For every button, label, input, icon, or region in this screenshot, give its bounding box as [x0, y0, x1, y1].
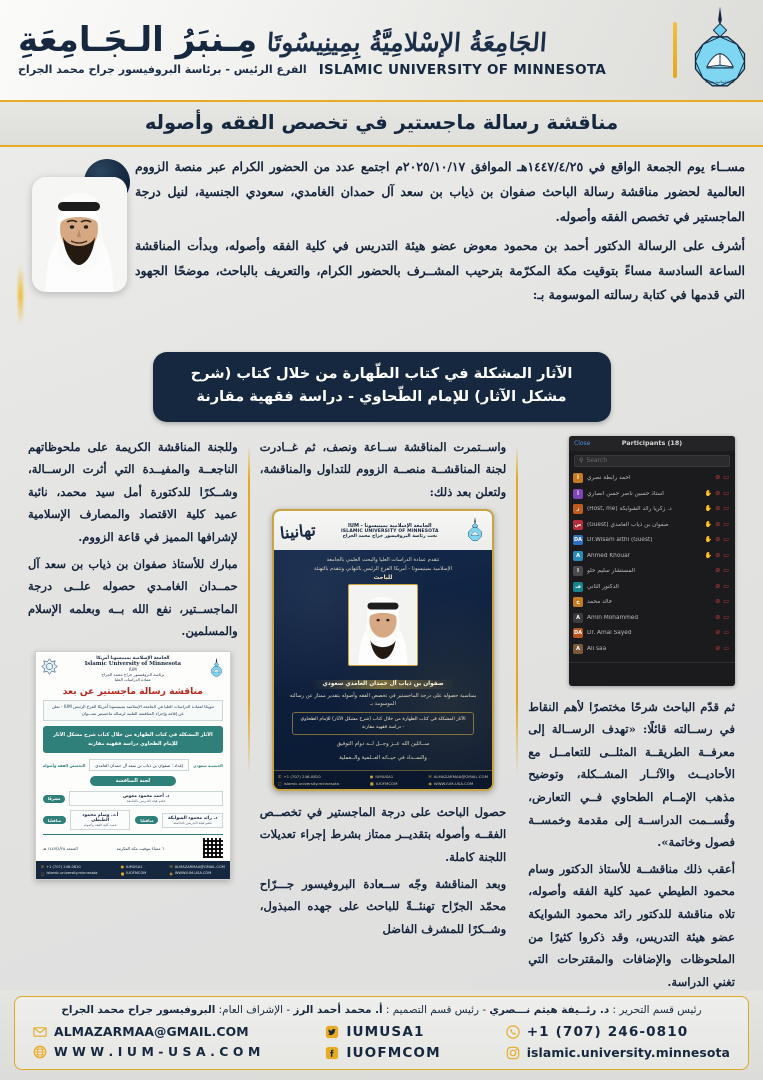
footer-contact-col-phone [506, 1024, 730, 1060]
participant-icons [715, 599, 731, 605]
congrats-line-2: الإسلامية بمينيسوتا - أمريكا الفرع الرئيس بالتهاني وتتقدم بالتهنئة [313, 565, 453, 572]
flyer-contact-1: islamic.university.minnesota [46, 871, 98, 876]
flyer-intro-box: تتويجًا لعمادة الدراسات العليا في الجامعة الإسلامية بمينيسوتا أمريكا الفرع الرئيس IUM - تعلن عن إقامة وإجراء المناقشة العلنية لرسالة ماجستير بعنـــوان [43, 700, 223, 721]
flyer-student-name: إعداد : صفوان بن ذياب بن سعد آل حمدان الغامدي [89, 759, 189, 771]
footer-email: ALMAZARMAA@GMAIL.COM [54, 1024, 249, 1039]
participant-name: المستشار سليم حلو [587, 568, 635, 575]
credits-mid2: - الإشراف العام: [215, 1004, 294, 1017]
participant-icons [705, 491, 731, 497]
flyer-president: برئاسة البروفيسور جراح محمد الجراح [101, 671, 165, 677]
camera-off-icon: ▭ [723, 644, 729, 652]
whatsapp-icon [506, 1025, 520, 1039]
facebook-icon: ■ [120, 870, 125, 876]
congrats-univ-ar: الجامعة الإسلامية بمينيسوتا - IUM [348, 523, 432, 530]
right-paragraph-1: ثم قدّم الباحث شرحًا مختصرًا لأهم النقاط في رســالته قائلًا: «تهدف الرســالة إلى معرفــة الطريقــة المثلــى للتعامــل مع الأحاديــث والآثــار المشــكلة، وتوضيح مذهب الإمــام الطحاوي فــي التعارض، وقُســمت الدراســة إلى مقدمة وخمســة فصول وخاتمة». [528, 699, 735, 850]
globe-icon: ◉ [169, 870, 173, 876]
email-icon: ✉ [169, 864, 173, 870]
column-left [18, 436, 248, 991]
camera-off-icon: ▭ [723, 551, 729, 559]
page-title-bar [0, 102, 763, 145]
footer-facebook: IUOFMCOM [346, 1045, 441, 1061]
congrats-researcher-name: صفوان بن ذياب آل حمدان الغامدي سعودي [312, 680, 453, 689]
brand-title: مِـنبَرُ الـجَـامِعَةِ [18, 19, 258, 60]
zoom-participant-row[interactable] [573, 641, 731, 657]
intro-section [18, 155, 745, 340]
participant-name: Dr. Amal Sayed [587, 630, 632, 637]
congrats-occasion: بمناسبة حصوله على درجة الماجستير في تخصص الفقه وأصوله بتقدير ممتاز عن رسالته الموسومة بـ [289, 692, 477, 707]
credits-supervisor: البروفيسور جراح محمد الجراح [61, 1004, 216, 1017]
flyer-committee-label: لجنة المناقشة [90, 776, 176, 786]
instagram-icon: ▢ [40, 870, 45, 876]
mid-paragraph-1: واســتمرت المناقشة ســاعة ونصف، ثم غــادرت لجنة المناقشــة منصــة الزووم للتداول والمناقشة، ولتعلن بعد ذلك: [259, 439, 507, 499]
camera-off-icon: ▭ [723, 582, 729, 590]
zoom-participant-row[interactable] [573, 626, 731, 642]
masthead [0, 0, 763, 100]
zoom-participant-row[interactable] [573, 548, 731, 564]
flyer-committee-member [43, 810, 131, 830]
flyer-contact-3: IUOFMCOM [126, 871, 147, 876]
brand-arabic-subtitle: الفرع الرئيس - برئاسة البروفيسور جراح محمد الجراح [18, 63, 307, 76]
footer-contact-col-web [33, 1024, 260, 1059]
footer-twitter: IUMUSA1 [346, 1024, 425, 1040]
raise-hand-icon: ✋ [704, 536, 713, 544]
flyer-specialty-tag: التخصص الفقه وأصوله [42, 762, 86, 768]
congrats-line-1: تتقدم عمادة الدراسات العليا والبحث العلمي بالجامعة [326, 557, 440, 564]
zoom-participant-row[interactable] [573, 579, 731, 595]
zoom-panel-title: Participants (18) [621, 439, 683, 448]
participant-avatar: أ [573, 489, 583, 499]
flyer-member-0-tag: مشرفًا [43, 795, 66, 803]
flyer-title: مناقشة رسالة ماجستير عن بعد [62, 685, 203, 697]
participant-avatar: A [573, 551, 583, 561]
zoom-participant-row[interactable] [573, 595, 731, 611]
zoom-panel-footer [569, 662, 735, 676]
congrats-univ-en: ISLAMIC UNIVERSITY OF MINNESOTA [340, 529, 439, 535]
participant-icons [715, 615, 731, 621]
raise-hand-icon: ✋ [704, 505, 713, 513]
congrats-poster-footer [274, 770, 492, 789]
flyer-crest-right-icon [41, 658, 58, 679]
congrats-contact-3: IUOFMCOM [375, 780, 398, 786]
participant-icons [715, 630, 731, 636]
footer-email-item[interactable] [33, 1024, 260, 1039]
mic-muted-icon: ⊘ [715, 536, 721, 544]
congrats-poster-header [274, 511, 492, 550]
mic-muted-icon: ⊘ [715, 551, 721, 559]
footer-phone-item[interactable] [506, 1024, 730, 1040]
page-title: مناقشة رسالة ماجستير في تخصص الفقه وأصوله [144, 111, 619, 134]
congrats-contact-4: ALMAZARMAA@GMAIL.COM [433, 774, 488, 780]
crest-label: جامعة إسلامية معتمدة [705, 79, 735, 84]
congrats-dua-1: ســائلين الله عــز وجــل لــه دوام التوفيق [336, 740, 430, 747]
right-paragraph-2: أعقب ذلك مناقشــة للأستاذ الدكتور وسام محمود الطيطي عميد كلية الفقه وأصوله، تلاه مناقشة للدكتور رائد محمود الشوايكة عضو هيئة التدريس، وقد ذكروا كثيرًا من الملحوظات والإضافات والمقترحات التي تغني الدراسة. [528, 861, 735, 989]
participant-avatar: ف [573, 582, 583, 592]
congrats-badge: تهانينا [279, 520, 317, 543]
participant-icons [705, 553, 731, 559]
zoom-participant-row[interactable] [573, 502, 731, 518]
participant-avatar: DA [573, 630, 583, 637]
zoom-participant-row[interactable] [573, 517, 731, 533]
column-middle [250, 436, 517, 991]
footer-instagram-item[interactable] [506, 1045, 730, 1060]
gold-accent [18, 265, 23, 325]
flyer-committee-member [135, 810, 223, 830]
flyer-univ-abbrev: IUM [129, 666, 137, 672]
thesis-title-pill: الآثار المشكلة في كتاب الطّهارة من خلال كتاب (شرح مشكل الآثار) للإمام الطّحاوي - دراسة فقهية مقارنة [153, 352, 611, 421]
intro-paragraph-2: أشرف على الرسالة الدكتور أحمد بن محمود معوض عضو هيئة التدريس في كلية الفقه وأصوله، وبدأت المناقشة الساعة السادسة مساءً بتوقيت مكة المكرّمة بترحيب المشــرف بالحضور الكرام، والتعريف بالباحث، موضحًا الجهود التي قدمها في كتابة رسالته الموسومة بـ: [135, 237, 745, 303]
mic-muted-icon: ⊘ [715, 629, 721, 637]
flyer-deanship: عمادة الدراسات العليا [114, 676, 151, 682]
raise-hand-icon: ✋ [704, 489, 713, 497]
footer-instagram: islamic.university.minnesota [526, 1045, 730, 1060]
participant-avatar: ز [573, 504, 583, 514]
participant-name: أحمد رابطة نصري [587, 475, 631, 482]
defense-announcement-flyer [35, 651, 231, 880]
camera-off-icon: ▭ [723, 474, 729, 482]
mic-muted-icon: ⊘ [715, 613, 721, 621]
facebook-icon [325, 1046, 339, 1060]
congrats-dua-2: والســداد في حيــاته العــلمية والــعملية [339, 755, 427, 762]
university-crest-icon [687, 4, 753, 96]
footer-box [14, 996, 749, 1070]
flyer-member-1-name: د. رائد محمود الشوايكة [168, 815, 218, 821]
mic-muted-icon: ⊘ [715, 520, 721, 528]
footer-facebook-item[interactable] [325, 1045, 440, 1061]
participant-avatar: خ [573, 597, 583, 607]
camera-off-icon: ▭ [723, 505, 729, 513]
footer-contacts [29, 1024, 734, 1061]
footer-contact-col-social [325, 1024, 440, 1061]
search-icon: ⚲ [579, 457, 584, 465]
footer-phone: +1 (707) 246-0810 [526, 1024, 689, 1040]
whatsapp-icon: ✆ [40, 864, 45, 870]
congrats-poster-univ-text [320, 523, 460, 539]
zoom-search-placeholder: Search [586, 457, 608, 465]
flyer-member-2-role: عميد كلية الفقه وأصوله [83, 823, 117, 828]
participant-name: Ahmed Khouar [587, 552, 631, 559]
whatsapp-icon: ✆ [278, 774, 282, 780]
flyer-member-2-name: أ.د. وسام محمود الطيطي [82, 813, 119, 824]
mic-muted-icon: ⊘ [715, 567, 721, 575]
zoom-close-button[interactable]: Close [574, 439, 591, 447]
mic-muted-icon: ⊘ [715, 582, 721, 590]
facebook-icon: ■ [369, 780, 374, 786]
email-icon [33, 1025, 47, 1039]
article-body [0, 147, 763, 990]
participant-name: صفوان بن ذياب الغامدي (Guest) [587, 521, 669, 528]
participant-avatar: A [573, 613, 583, 623]
email-icon: ✉ [428, 774, 432, 780]
column-right [518, 436, 745, 991]
flyer-member-0-role: عضو هيئة التدريس بالجامعة [126, 799, 166, 804]
brand-arabic-script: الجَامِعَةُ الإسْلامِيَّةُ بِمِينِيسُوتَا [266, 27, 549, 57]
footer-twitter-item[interactable] [325, 1024, 440, 1040]
flyer-univ-ar: الجامعة الإسلامية بمينيسوتا أمريكا [96, 655, 170, 661]
participant-icons [715, 584, 731, 590]
congrats-poster-crest-icon [464, 516, 486, 546]
qr-code [203, 838, 223, 858]
left-paragraph-1: وللجنة المناقشة الكريمة على ملحوظاتهم الناجعــة والمفيــدة التي أثرت الرســالة، وشــكرًا للدكتورة أمل سيد محمد، نائبة عميد كلية الاقتصاد والمصارف الإسلامية لإشرافها المميز في قاعة الزووم. [28, 439, 238, 544]
mic-muted-icon: ⊘ [715, 505, 721, 513]
twitter-icon: ● [369, 774, 374, 780]
zoom-participant-row[interactable] [573, 486, 731, 502]
twitter-icon [325, 1025, 339, 1039]
zoom-participant-row[interactable] [573, 533, 731, 549]
footer-website: W W W . I U M - U S A . C O M [54, 1044, 261, 1059]
congrats-researcher-label: للباحث [373, 575, 393, 581]
left-paragraph-2: مبارك للأستاذ صفوان بن ذياب بن سعد آل حمــدان الغامـدي حصوله علــى درجة الماجســتير، نفع الله بــه وبعلمه الإسلام والمسلمين. [28, 556, 238, 639]
globe-icon: ◉ [428, 780, 432, 786]
zoom-participant-row[interactable] [573, 564, 731, 580]
flyer-crest-left-icon [208, 657, 225, 681]
flyer-committee-row-2 [43, 810, 223, 830]
camera-off-icon: ▭ [723, 598, 729, 606]
intro-paragraph-1: مســاء يوم الجمعة الواقع في ١٤٤٧/٤/٢٥هـ الموافق ٢٠٢٥/١٠/١٧م اجتمع عدد من الحضور الكرام عبر منصة الزووم العالمية لحضور مناقشة رسالة الباحث صفوان بن ذياب بن سعد آل حمدان الغامدي، سعودي الجنسية، لنيل درجة الماجستير في تخصص الفقه وأصوله. [135, 159, 745, 224]
credits-editor: د. رئــيفة هيثم نـــصري [489, 1004, 610, 1017]
congrats-researcher-photo [348, 584, 418, 666]
participant-name: Amin Mohammed [587, 614, 639, 621]
instagram-icon [506, 1046, 520, 1060]
congrats-thesis-title: الآثار المشكلة في كتاب الطهارة من خلال كتاب (شرح مشكل الآثار) للإمام الطحاوي - دراسة فقهية مقارنة [292, 712, 474, 735]
flyer-contact-2: IUMUSA1 [125, 864, 143, 869]
credits-designer: أ. محمد أحمد الرز [293, 1004, 383, 1017]
participant-icons [715, 646, 731, 652]
flyer-member-0-name: د. أحمد محمود معوض [122, 794, 170, 800]
flyer-date-bar [43, 834, 223, 858]
flyer-contact-5: WWW.IUM-USA.COM [174, 871, 212, 876]
participant-name: Ali saa [587, 645, 607, 652]
zoom-participant-row[interactable] [573, 471, 731, 487]
participant-name: د. زكريا رائد الشوايكة (Host, me) [587, 506, 672, 513]
camera-off-icon: ▭ [723, 489, 729, 497]
camera-off-icon: ▭ [723, 520, 729, 528]
flyer-thesis-title: الآثار المشكلة في كتاب الطهارة من خلال كتاب شرح مشكل الآثار للإمام الطحاوي دراسة فقهية مقارنة [43, 726, 223, 753]
zoom-participant-row[interactable] [573, 610, 731, 626]
camera-off-icon: ▭ [723, 629, 729, 637]
credits-mid: - رئيس قسم التصميم : [382, 1004, 490, 1017]
participant-icons [715, 568, 731, 574]
congratulations-poster [272, 509, 494, 790]
raise-hand-icon: ✋ [704, 551, 713, 559]
congrats-contact-1: islamic.university.minnesota [283, 780, 340, 786]
participant-icons [715, 475, 731, 481]
page-footer [0, 990, 763, 1080]
mid-paragraph-2: حصول الباحث على درجة الماجستير في تخصــص الفقــه وأصوله بتقديــر ممتاز بشرط إجراء تعديلات اللجنة كاملة. [259, 804, 507, 865]
mic-muted-icon: ⊘ [715, 489, 721, 497]
participant-icons [705, 506, 731, 512]
participant-avatar: DA [573, 537, 583, 544]
credits-prefix: رئيس قسم التحرير : [609, 1004, 702, 1017]
camera-off-icon: ▭ [723, 567, 729, 575]
camera-off-icon: ▭ [723, 613, 729, 621]
masthead-divider [673, 22, 677, 78]
mic-muted-icon: ⊘ [715, 474, 721, 482]
instagram-icon: ▢ [278, 780, 282, 786]
flyer-header-text [62, 656, 204, 682]
participant-name: الدكتور الثاني [587, 583, 619, 590]
brand-english-name: ISLAMIC UNIVERSITY OF MINNESOTA [318, 61, 607, 78]
congrats-contact-5: WWW.IUM-USA.COM [433, 780, 474, 786]
participant-name: Dr.Wisam althi (Guest) [587, 537, 653, 544]
participant-name: أستاذ حسين ناصر حسن أنصاري [587, 490, 664, 497]
participant-icons [705, 537, 731, 543]
participant-avatar: أ [573, 473, 583, 483]
congrats-contact-0: +1 (707) 246-0810 [283, 774, 321, 780]
researcher-headshot [32, 177, 127, 292]
camera-off-icon: ▭ [723, 536, 729, 544]
flyer-univ-en: Islamic University of Minnesota [84, 660, 182, 667]
flyer-time: ٦ مساءً بتوقيت مكة المكرمة [116, 845, 164, 851]
flyer-nationality-tag: الجنسية سعودي [193, 762, 223, 768]
flyer-footer [36, 861, 230, 879]
flyer-contact-4: ALMAZARMAA@GMAIL.COM [174, 864, 225, 869]
zoom-participant-list [569, 470, 735, 658]
footer-credits [29, 1003, 734, 1018]
raise-hand-icon: ✋ [704, 520, 713, 528]
congrats-contact-2: IUMUSA1 [375, 774, 394, 780]
zoom-panel-titlebar [569, 436, 735, 451]
participant-avatar: ا [573, 566, 583, 576]
flyer-date: الجمعة ١٤٤٧/٤/٢٥ هـ [42, 845, 78, 851]
flyer-contact-0: +1 (707) 246-0810 [46, 864, 81, 869]
participant-avatar: ص [574, 521, 582, 528]
participant-name: خالد محمد [587, 599, 613, 606]
mic-muted-icon: ⊘ [715, 644, 721, 652]
twitter-icon: ● [120, 864, 124, 870]
flyer-committee-member [43, 791, 223, 806]
flyer-member-2-tag: مناقشًا [43, 816, 66, 824]
three-column-zone [18, 436, 745, 991]
footer-website-item[interactable] [33, 1044, 260, 1059]
globe-icon [33, 1045, 47, 1059]
congrats-univ-ar2: تحت رئاسة البروفيسور جراح محمد الجراح [342, 534, 438, 540]
flyer-student-row [43, 759, 223, 771]
zoom-participants-panel[interactable] [569, 436, 735, 686]
mic-muted-icon: ⊘ [715, 598, 721, 606]
flyer-header [36, 652, 230, 684]
congrats-poster-body [274, 550, 492, 770]
zoom-search-input[interactable] [574, 455, 730, 467]
researcher-photo-wrap [32, 177, 127, 292]
participant-icons [705, 522, 731, 528]
flyer-member-1-role: عضو هيئة التدريس بالجامعة [173, 820, 213, 825]
mid-paragraph-3: وبعد المناقشة وجّه ســعادة البروفيسور جـــرّاح محمّد الجرّاح تهنئــةً للباحث على جهده المبذول، وشــكرًا للمشرف الفاضل [259, 876, 507, 936]
masthead-text [14, 19, 667, 78]
participant-avatar: A [573, 644, 583, 654]
flyer-member-1-tag: مناقشًا [135, 816, 158, 824]
